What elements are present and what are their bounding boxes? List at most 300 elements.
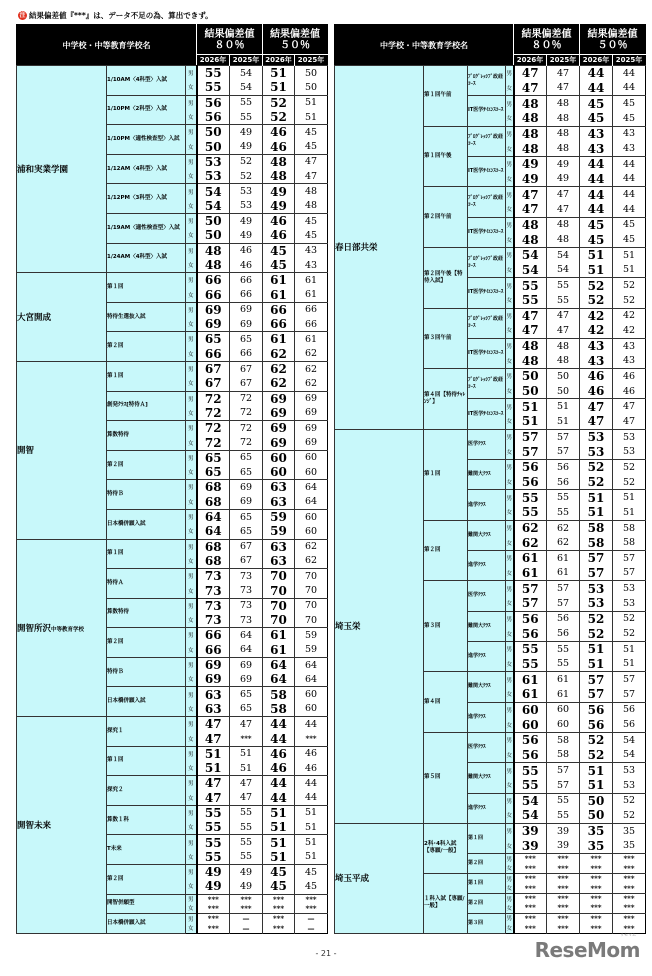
score-cell: 70 (263, 569, 295, 584)
score-cell: 55 (547, 808, 580, 823)
score-cell: 49 (230, 213, 263, 228)
score-cell: 56 (580, 702, 613, 717)
score-cell: *** (230, 904, 263, 914)
male-label: 男 (186, 184, 197, 199)
male-label: 男 (186, 243, 197, 258)
score-cell: 51 (580, 263, 613, 278)
score-cell: 48 (514, 96, 547, 111)
score-cell: 60 (295, 450, 328, 465)
score-cell: 51 (295, 95, 328, 110)
score-cell: 52 (580, 732, 613, 747)
score-cell: 67 (230, 376, 263, 391)
score-cell: 47 (547, 66, 580, 81)
score-cell: 70 (295, 583, 328, 598)
score-cell: 54 (514, 247, 547, 262)
score-cell: 45 (295, 139, 328, 154)
score-cell: 69 (295, 421, 328, 436)
score-cell: 58 (547, 748, 580, 763)
exam-name: 特待生選抜入試 (107, 302, 186, 332)
score-cell: 65 (197, 465, 230, 480)
course-name: 第３回 (468, 913, 506, 933)
score-cell: 47 (514, 308, 547, 323)
score-cell: 51 (295, 110, 328, 125)
course-name: 難関大ｸﾗｽ (468, 520, 506, 550)
footnote-text: 結果偏差値『***』は、データ不足の為、算出できず。 (29, 11, 213, 20)
score-cell: 46 (263, 213, 295, 228)
score-cell: 52 (580, 293, 613, 308)
score-cell: 49 (547, 172, 580, 187)
course-name: ﾌﾟﾛｸﾞﾚｯｼﾌﾞ政経ｺｰｽ (468, 126, 506, 156)
male-label: 男 (186, 894, 197, 904)
course-name: IT医学ｻｲｴﾝｽｺｰｽ (468, 338, 506, 368)
score-cell: 55 (230, 835, 263, 850)
score-cell: 73 (230, 613, 263, 628)
score-cell: 57 (580, 551, 613, 566)
male-label: 男 (506, 156, 514, 171)
score-cell: 52 (580, 611, 613, 626)
score-cell: 57 (547, 778, 580, 793)
exam-name: 日本橋併願入試 (107, 914, 186, 934)
female-label: 女 (186, 495, 197, 510)
table-row (335, 823, 646, 838)
score-cell: 44 (580, 156, 613, 171)
exam-name: T未来 (107, 835, 186, 865)
score-cell: 55 (514, 657, 547, 672)
score-cell: 61 (514, 566, 547, 581)
score-cell: 64 (295, 495, 328, 510)
score-cell: *** (580, 873, 613, 883)
male-label: 男 (186, 302, 197, 317)
score-cell: 72 (230, 406, 263, 421)
score-cell: 45 (263, 879, 295, 894)
male-label: 男 (186, 805, 197, 820)
score-cell: 70 (263, 598, 295, 613)
score-cell: 43 (613, 353, 646, 368)
score-cell: 57 (547, 763, 580, 778)
score-cell: 59 (263, 524, 295, 539)
score-cell: 58 (580, 535, 613, 550)
score-cell: 47 (613, 399, 646, 414)
score-cell: 65 (230, 702, 263, 717)
score-cell: 51 (580, 778, 613, 793)
score-cell: 55 (230, 850, 263, 865)
course-name: 医学ｸﾗｽ (468, 429, 506, 459)
score-cell: 59 (263, 509, 295, 524)
note-mark-icon: 注 (19, 12, 26, 19)
session-name: 第２回午後【特待入試】 (424, 247, 468, 308)
score-cell: 70 (295, 613, 328, 628)
score-cell: 52 (230, 169, 263, 184)
score-cell: 52 (613, 460, 646, 475)
score-cell: 57 (613, 551, 646, 566)
score-cell: *** (613, 854, 646, 864)
score-cell: 46 (580, 369, 613, 384)
female-label: 女 (506, 778, 514, 793)
score-cell: 53 (613, 581, 646, 596)
female-label: 女 (506, 883, 514, 893)
female-label: 女 (506, 323, 514, 338)
score-cell: 35 (580, 838, 613, 853)
score-cell: 70 (295, 598, 328, 613)
male-label: 男 (506, 66, 514, 81)
score-cell: 66 (197, 287, 230, 302)
female-label: 女 (186, 287, 197, 302)
female-label: 女 (506, 263, 514, 278)
male-label: 男 (506, 873, 514, 883)
score-cell: 47 (197, 791, 230, 806)
male-label: 男 (186, 914, 197, 924)
score-cell: 54 (613, 732, 646, 747)
score-cell: 55 (197, 80, 230, 95)
score-cell: 46 (263, 139, 295, 154)
score-cell: 46 (613, 384, 646, 399)
score-cell: 65 (230, 450, 263, 465)
score-cell: 68 (197, 495, 230, 510)
score-cell: 46 (295, 761, 328, 776)
score-cell: 63 (197, 687, 230, 702)
female-label: 女 (186, 643, 197, 658)
score-cell: 55 (514, 778, 547, 793)
exam-name: 第１回 (107, 746, 186, 776)
score-cell: 54 (514, 808, 547, 823)
score-cell: 66 (197, 643, 230, 658)
score-cell: 60 (263, 465, 295, 480)
score-cell: 45 (580, 217, 613, 232)
exam-name: 第２回 (107, 628, 186, 658)
course-name: 進学ｸﾗｽ (468, 551, 506, 581)
score-cell: 35 (613, 823, 646, 838)
score-cell: 64 (230, 643, 263, 658)
male-label: 男 (506, 551, 514, 566)
female-label: 女 (506, 444, 514, 459)
male-label: 男 (186, 273, 197, 288)
score-cell: 47 (547, 323, 580, 338)
male-label: 男 (186, 480, 197, 495)
score-cell: 47 (230, 776, 263, 791)
score-cell: 51 (580, 763, 613, 778)
score-cell: 61 (547, 687, 580, 702)
score-cell: *** (613, 864, 646, 874)
exam-name: 特待Ｂ (107, 480, 186, 510)
exam-name: 1/19AM〈適性検査型〉入試 (107, 213, 186, 243)
score-cell: 69 (230, 302, 263, 317)
male-label: 男 (506, 338, 514, 353)
score-cell: 47 (547, 81, 580, 96)
score-cell: 67 (197, 361, 230, 376)
score-cell: 56 (547, 626, 580, 641)
score-cell: 53 (613, 429, 646, 444)
score-cell: 49 (230, 228, 263, 243)
female-label: 女 (506, 172, 514, 187)
score-cell: 70 (263, 613, 295, 628)
score-cell: 57 (514, 581, 547, 596)
score-cell: 64 (230, 628, 263, 643)
score-cell: 73 (230, 583, 263, 598)
score-cell: 62 (514, 520, 547, 535)
score-cell: 65 (230, 465, 263, 480)
score-cell: 56 (613, 717, 646, 732)
score-cell: 60 (295, 687, 328, 702)
score-cell: 45 (613, 232, 646, 247)
female-label: 女 (186, 613, 197, 628)
score-cell: 51 (613, 657, 646, 672)
score-cell: 52 (613, 793, 646, 808)
exam-name: 1/10PM〈2科型〉入試 (107, 95, 186, 125)
score-cell: 53 (580, 444, 613, 459)
course-name: 難関大ｸﾗｽ (468, 672, 506, 702)
course-name: IT医学ｻｲｴﾝｽｺｰｽ (468, 217, 506, 247)
score-cell: 39 (514, 838, 547, 853)
score-cell: 48 (547, 96, 580, 111)
score-cell: 48 (295, 184, 328, 199)
score-cell: 49 (263, 184, 295, 199)
score-cell: 73 (230, 569, 263, 584)
female-label: 女 (506, 923, 514, 933)
course-name: ﾌﾟﾛｸﾞﾚｯｼﾌﾞ政経ｺｰｽ (468, 308, 506, 338)
score-cell: 69 (263, 391, 295, 406)
course-name: IT医学ｻｲｴﾝｽｺｰｽ (468, 96, 506, 126)
score-cell: 44 (580, 66, 613, 81)
score-cell: 61 (514, 687, 547, 702)
male-label: 男 (186, 746, 197, 761)
score-cell: *** (613, 893, 646, 903)
score-cell: 44 (580, 187, 613, 202)
course-name: ﾌﾟﾛｸﾞﾚｯｼﾌﾞ政経ｺｰｽ (468, 369, 506, 399)
male-label: 男 (506, 460, 514, 475)
score-cell: 70 (295, 569, 328, 584)
exam-name: 1/12AM〈4科型〉入試 (107, 154, 186, 184)
score-cell: 47 (197, 776, 230, 791)
score-cell: 51 (230, 746, 263, 761)
male-label: 男 (506, 793, 514, 808)
score-cell: 51 (613, 490, 646, 505)
score-cell: 56 (514, 460, 547, 475)
score-cell: 73 (197, 569, 230, 584)
score-cell: 60 (295, 465, 328, 480)
score-cell: *** (263, 904, 295, 914)
score-cell: 52 (613, 611, 646, 626)
score-cell: — (230, 923, 263, 933)
score-cell: 48 (263, 169, 295, 184)
female-label: 女 (186, 761, 197, 776)
score-cell: 50 (295, 80, 328, 95)
score-cell: 45 (613, 217, 646, 232)
course-name: IT医学ｻｲｴﾝｽｺｰｽ (468, 278, 506, 308)
course-name: ﾌﾟﾛｸﾞﾚｯｼﾌﾞ政経ｺｰｽ (468, 187, 506, 217)
score-cell: *** (613, 903, 646, 913)
score-cell: 48 (295, 199, 328, 214)
resemom-logo: リセマム ReseMom (534, 932, 640, 962)
score-cell: 61 (295, 273, 328, 288)
score-cell: 61 (514, 672, 547, 687)
year-header-2026: 2026年 (197, 55, 230, 66)
score-cell: 42 (613, 323, 646, 338)
score-cell: 58 (263, 687, 295, 702)
score-cell: 51 (263, 805, 295, 820)
exam-name: 日本橋併願入試 (107, 509, 186, 539)
score-cell: *** (580, 893, 613, 903)
female-label: 女 (506, 596, 514, 611)
score-cell: 51 (514, 414, 547, 429)
male-label: 男 (506, 308, 514, 323)
score-cell: 65 (230, 332, 263, 347)
score-cell: *** (580, 883, 613, 893)
exam-name: 1/10AM〈4科型〉入試 (107, 66, 186, 96)
exam-name: 特待Ｂ (107, 657, 186, 687)
score-cell: 51 (295, 835, 328, 850)
score-cell: *** (263, 914, 295, 924)
score-cell: 69 (197, 302, 230, 317)
score-cell: 61 (514, 551, 547, 566)
score-cell: 73 (197, 583, 230, 598)
male-label: 男 (506, 369, 514, 384)
score-cell: 46 (263, 746, 295, 761)
score-cell: 35 (613, 838, 646, 853)
male-label: 男 (186, 539, 197, 554)
score-cell: 47 (295, 154, 328, 169)
score-cell: *** (514, 883, 547, 893)
male-label: 男 (506, 702, 514, 717)
score-cell: 55 (547, 278, 580, 293)
score-cell: 43 (580, 338, 613, 353)
score-cell: *** (263, 923, 295, 933)
score-cell: 49 (230, 139, 263, 154)
score-cell: 48 (514, 217, 547, 232)
male-label: 男 (506, 247, 514, 262)
score-cell: 73 (197, 598, 230, 613)
score-cell: 48 (547, 141, 580, 156)
score-cell: 47 (547, 187, 580, 202)
score-cell: 57 (514, 596, 547, 611)
score-cell: 72 (197, 435, 230, 450)
score-cell: 56 (514, 732, 547, 747)
female-label: 女 (186, 524, 197, 539)
score-cell: 63 (263, 495, 295, 510)
score-cell: 54 (547, 247, 580, 262)
female-label: 女 (506, 232, 514, 247)
score-cell: 56 (547, 460, 580, 475)
footnote (18, 10, 213, 21)
course-name: 第１回 (468, 823, 506, 853)
score-cell: 64 (263, 657, 295, 672)
female-label: 女 (506, 903, 514, 913)
male-label: 男 (506, 187, 514, 202)
score-cell: 62 (547, 520, 580, 535)
score-cell: 50 (197, 139, 230, 154)
female-label: 女 (506, 535, 514, 550)
score-cell: 50 (197, 125, 230, 140)
score-cell: 52 (230, 154, 263, 169)
score-cell: 68 (197, 480, 230, 495)
score-cell: 55 (514, 641, 547, 656)
score-cell: 56 (514, 748, 547, 763)
session-name: 第１回午後 (424, 126, 468, 187)
score-cell: *** (295, 731, 328, 746)
score-cell: 61 (547, 566, 580, 581)
exam-name: 第２回 (107, 865, 186, 895)
course-name: IT医学ｻｲｴﾝｽｺｰｽ (468, 399, 506, 429)
score-cell: 66 (230, 287, 263, 302)
score-cell: 55 (514, 293, 547, 308)
score-cell: 47 (514, 202, 547, 217)
deviation-50-header: 結果偏差値 ５０％ (580, 25, 646, 55)
score-cell: 72 (197, 406, 230, 421)
score-cell: *** (580, 923, 613, 933)
score-cell: 58 (580, 520, 613, 535)
score-cell: 73 (197, 613, 230, 628)
score-cell: 66 (197, 347, 230, 362)
score-cell: 47 (547, 202, 580, 217)
score-cell: 61 (547, 672, 580, 687)
score-cell: — (230, 914, 263, 924)
deviation-80-header: 結果偏差値 ８０％ (514, 25, 580, 55)
score-cell: 69 (197, 657, 230, 672)
male-label: 男 (506, 611, 514, 626)
score-cell: 62 (547, 535, 580, 550)
exam-name: 第１回 (107, 273, 186, 303)
score-cell: 55 (547, 490, 580, 505)
exam-name: 第１回 (107, 361, 186, 391)
female-label: 女 (506, 717, 514, 732)
score-cell: 69 (295, 435, 328, 450)
score-cell: 48 (514, 141, 547, 156)
score-cell: 55 (230, 820, 263, 835)
male-label: 男 (186, 598, 197, 613)
score-cell: 61 (547, 551, 580, 566)
score-cell: 67 (230, 554, 263, 569)
score-cell: *** (197, 923, 230, 933)
female-label: 女 (506, 111, 514, 126)
female-label: 女 (506, 657, 514, 672)
score-cell: *** (613, 883, 646, 893)
score-cell: 43 (580, 353, 613, 368)
school-name: 開智未来 (17, 717, 107, 934)
score-cell: 47 (580, 414, 613, 429)
score-cell: 48 (547, 232, 580, 247)
session-name: 第３回午前 (424, 308, 468, 369)
session-name: １科入試【専願/一般】 (424, 873, 468, 933)
score-cell: 55 (514, 490, 547, 505)
score-cell: 44 (263, 791, 295, 806)
female-label: 女 (186, 583, 197, 598)
male-label: 男 (506, 217, 514, 232)
score-cell: 66 (295, 302, 328, 317)
score-cell: 44 (613, 66, 646, 81)
score-cell: 49 (230, 879, 263, 894)
score-cell: 72 (230, 435, 263, 450)
score-cell: 50 (197, 213, 230, 228)
score-cell: 66 (230, 273, 263, 288)
score-cell: 51 (263, 820, 295, 835)
score-cell: 61 (295, 332, 328, 347)
score-cell: 57 (580, 566, 613, 581)
score-cell: 46 (263, 228, 295, 243)
score-cell: 51 (263, 80, 295, 95)
male-label: 男 (506, 96, 514, 111)
score-cell: 60 (295, 524, 328, 539)
score-cell: 43 (295, 258, 328, 273)
score-cell: *** (197, 904, 230, 914)
score-cell: 47 (514, 323, 547, 338)
female-label: 女 (186, 317, 197, 332)
score-cell: 69 (263, 421, 295, 436)
score-cell: 51 (263, 835, 295, 850)
score-cell: *** (547, 854, 580, 864)
score-cell: 51 (580, 641, 613, 656)
female-label: 女 (506, 293, 514, 308)
score-cell: 54 (514, 793, 547, 808)
score-cell: 49 (197, 865, 230, 880)
